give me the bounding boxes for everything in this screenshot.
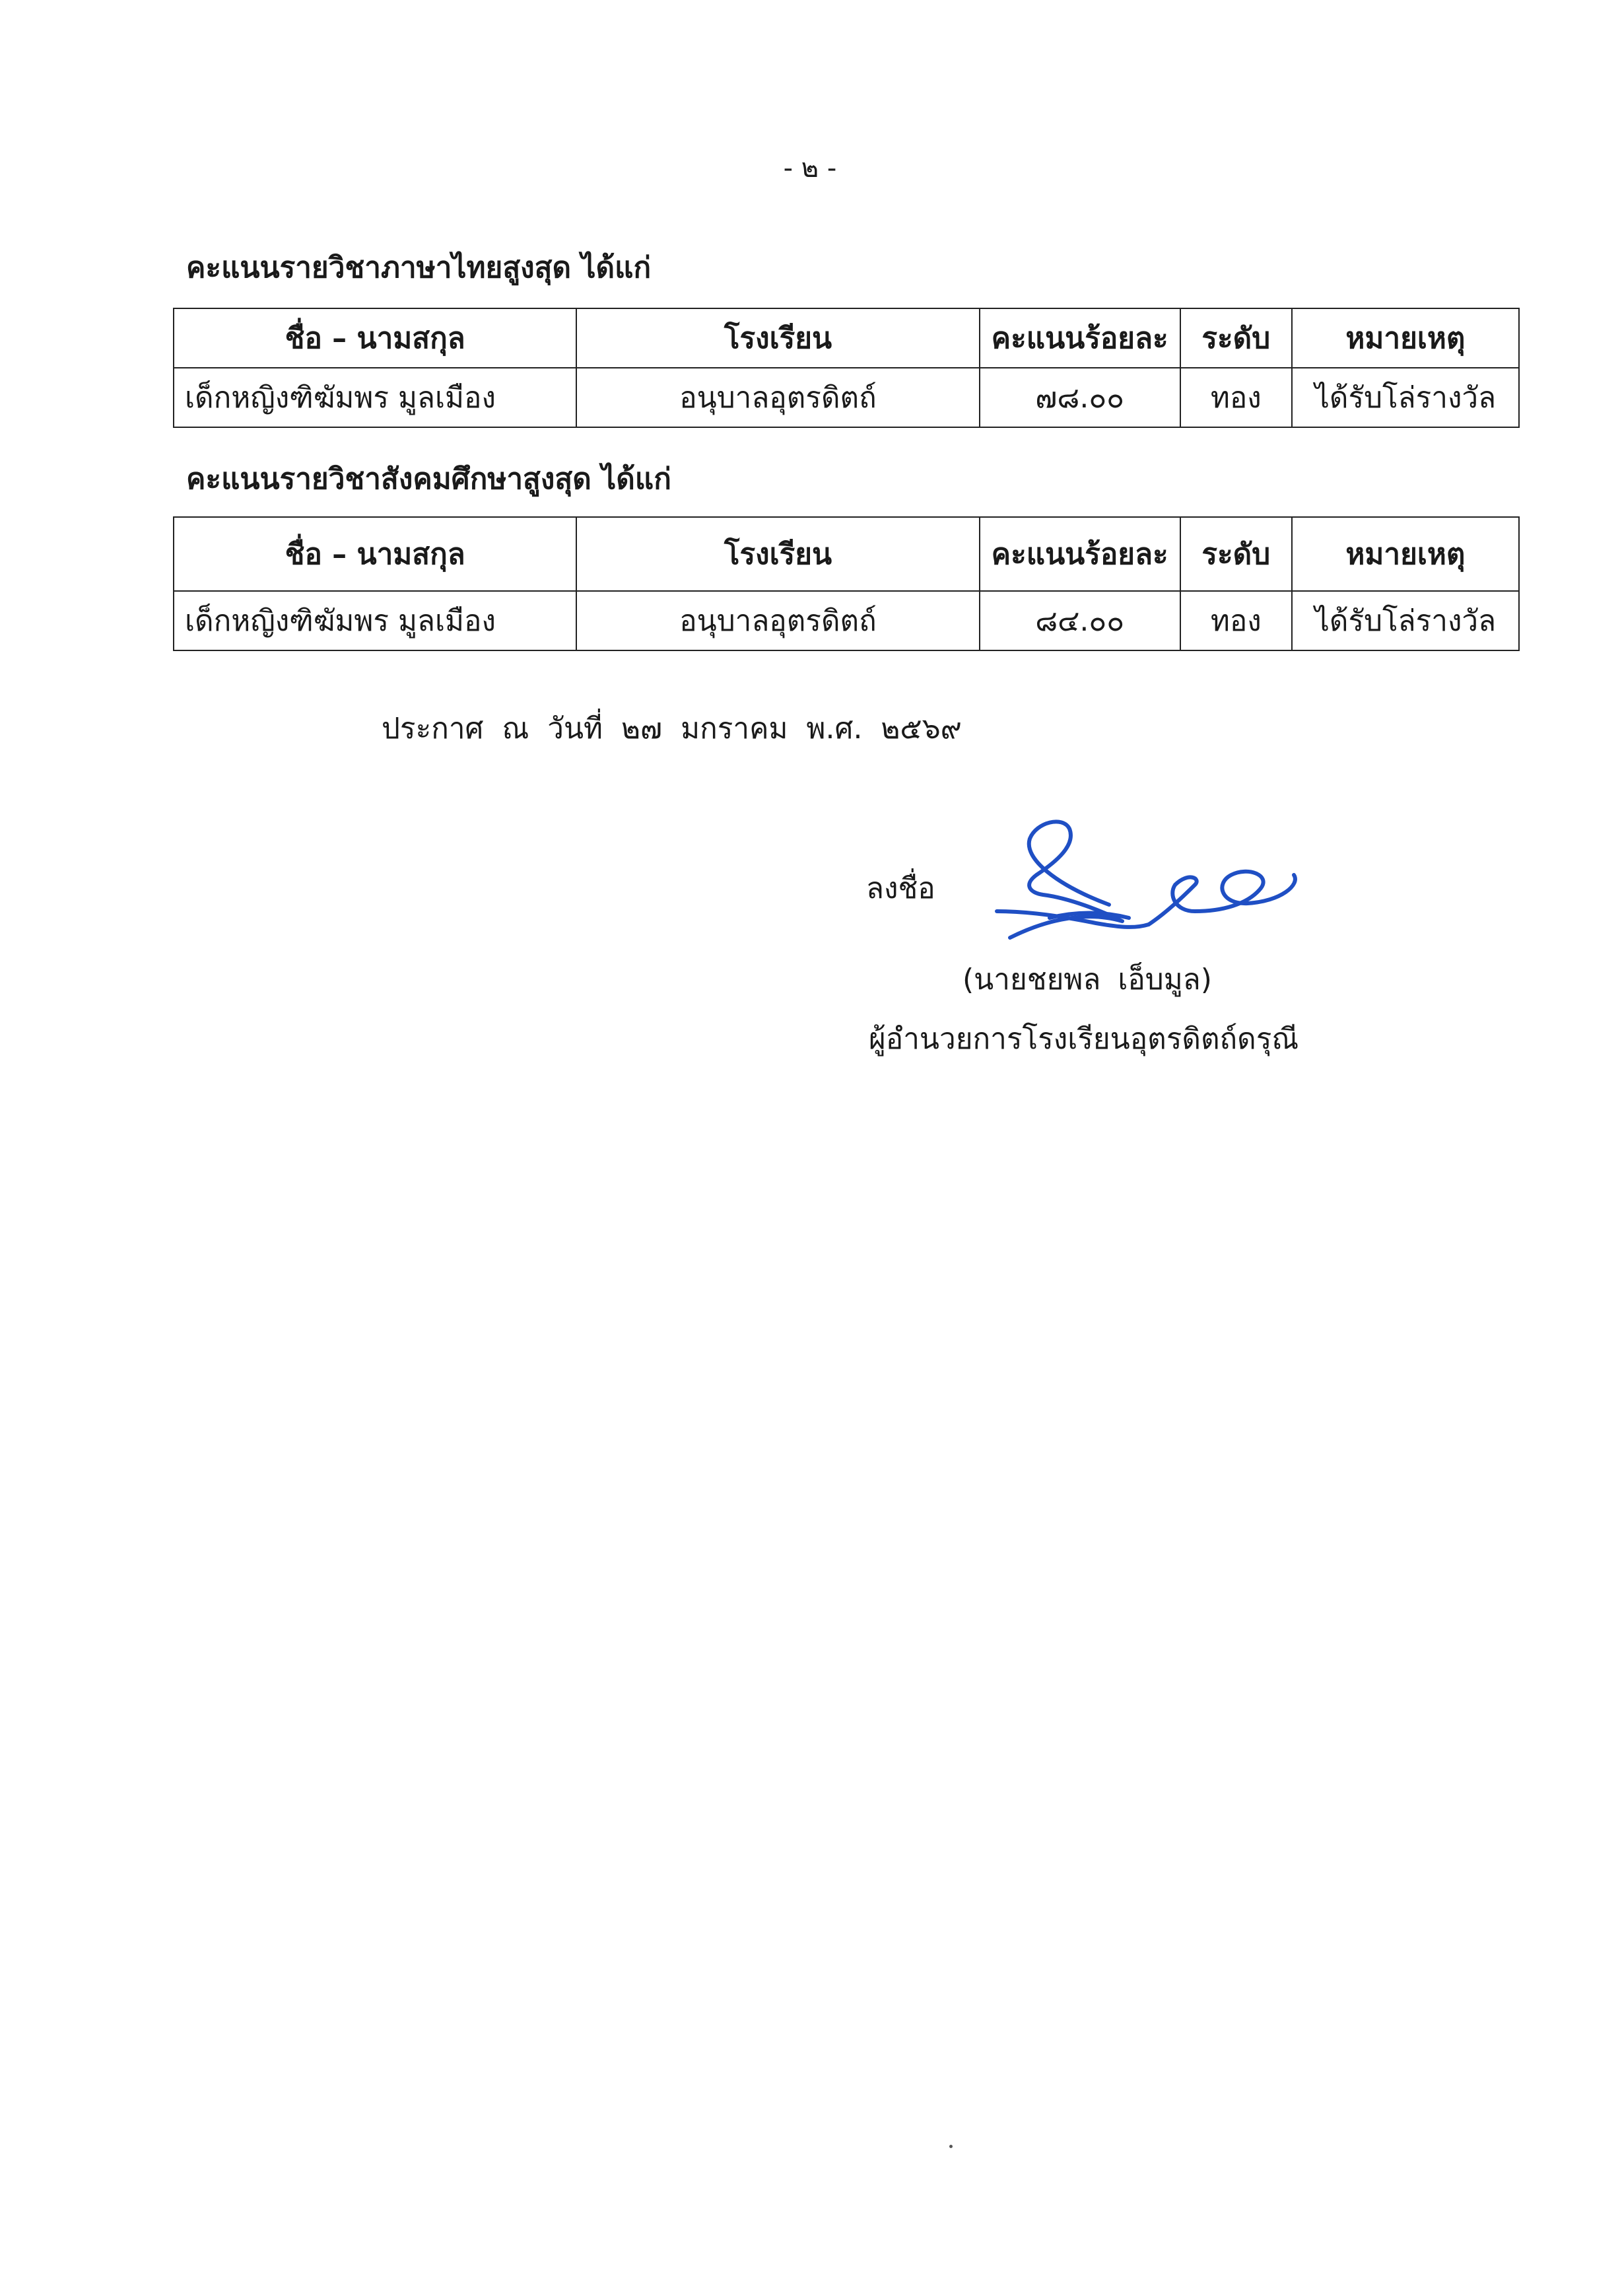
page-number: - ๒ - — [783, 153, 837, 184]
header-score: คะแนนร้อยละ — [980, 517, 1180, 591]
signature-image — [970, 812, 1314, 944]
header-name: ชื่อ – นามสกุล — [174, 308, 576, 368]
cell-school: อนุบาลอุตรดิตถ์ — [576, 591, 979, 650]
cell-school: อนุบาลอุตรดิตถ์ — [576, 368, 979, 427]
cell-remark: ได้รับโล่รางวัล — [1292, 368, 1519, 427]
cell-score: ๘๔.๐๐ — [980, 591, 1180, 650]
table-row — [174, 368, 1519, 427]
cell-remark: ได้รับโล่รางวัล — [1292, 591, 1519, 650]
cell-score: ๗๘.๐๐ — [980, 368, 1180, 427]
sign-label: ลงชื่อ — [866, 872, 935, 905]
header-score: คะแนนร้อยละ — [980, 308, 1180, 368]
header-school: โรงเรียน — [576, 308, 979, 368]
header-remark: หมายเหตุ — [1292, 517, 1519, 591]
table-header-row — [174, 517, 1519, 591]
announcement-date: ประกาศ ณ วันที่ ๒๗ มกราคม พ.ศ. ๒๕๖๙ — [382, 712, 962, 746]
signer-position: ผู้อำนวยการโรงเรียนอุตรดิตถ์ดรุณี — [869, 1022, 1299, 1056]
header-level: ระดับ — [1180, 308, 1292, 368]
signer-name: (นายชยพล เอ็บมูล) — [962, 963, 1212, 996]
table-row — [174, 591, 1519, 650]
header-level: ระดับ — [1180, 517, 1292, 591]
cell-level: ทอง — [1180, 368, 1292, 427]
section-title-thai: คะแนนรายวิชาภาษาไทยสูงสุด ได้แก่ — [186, 251, 652, 285]
thai-score-table — [173, 308, 1520, 428]
cell-level: ทอง — [1180, 591, 1292, 650]
scan-speck — [949, 2145, 953, 2148]
header-school: โรงเรียน — [576, 517, 979, 591]
header-remark: หมายเหตุ — [1292, 308, 1519, 368]
social-score-table — [173, 516, 1520, 651]
section-title-social: คะแนนรายวิชาสังคมศึกษาสูงสุด ได้แก่ — [186, 462, 671, 496]
cell-name: เด็กหญิงฑิฆัมพร มูลเมือง — [174, 368, 576, 427]
cell-name: เด็กหญิงฑิฆัมพร มูลเมือง — [174, 591, 576, 650]
table-header-row — [174, 308, 1519, 368]
header-name: ชื่อ – นามสกุล — [174, 517, 576, 591]
